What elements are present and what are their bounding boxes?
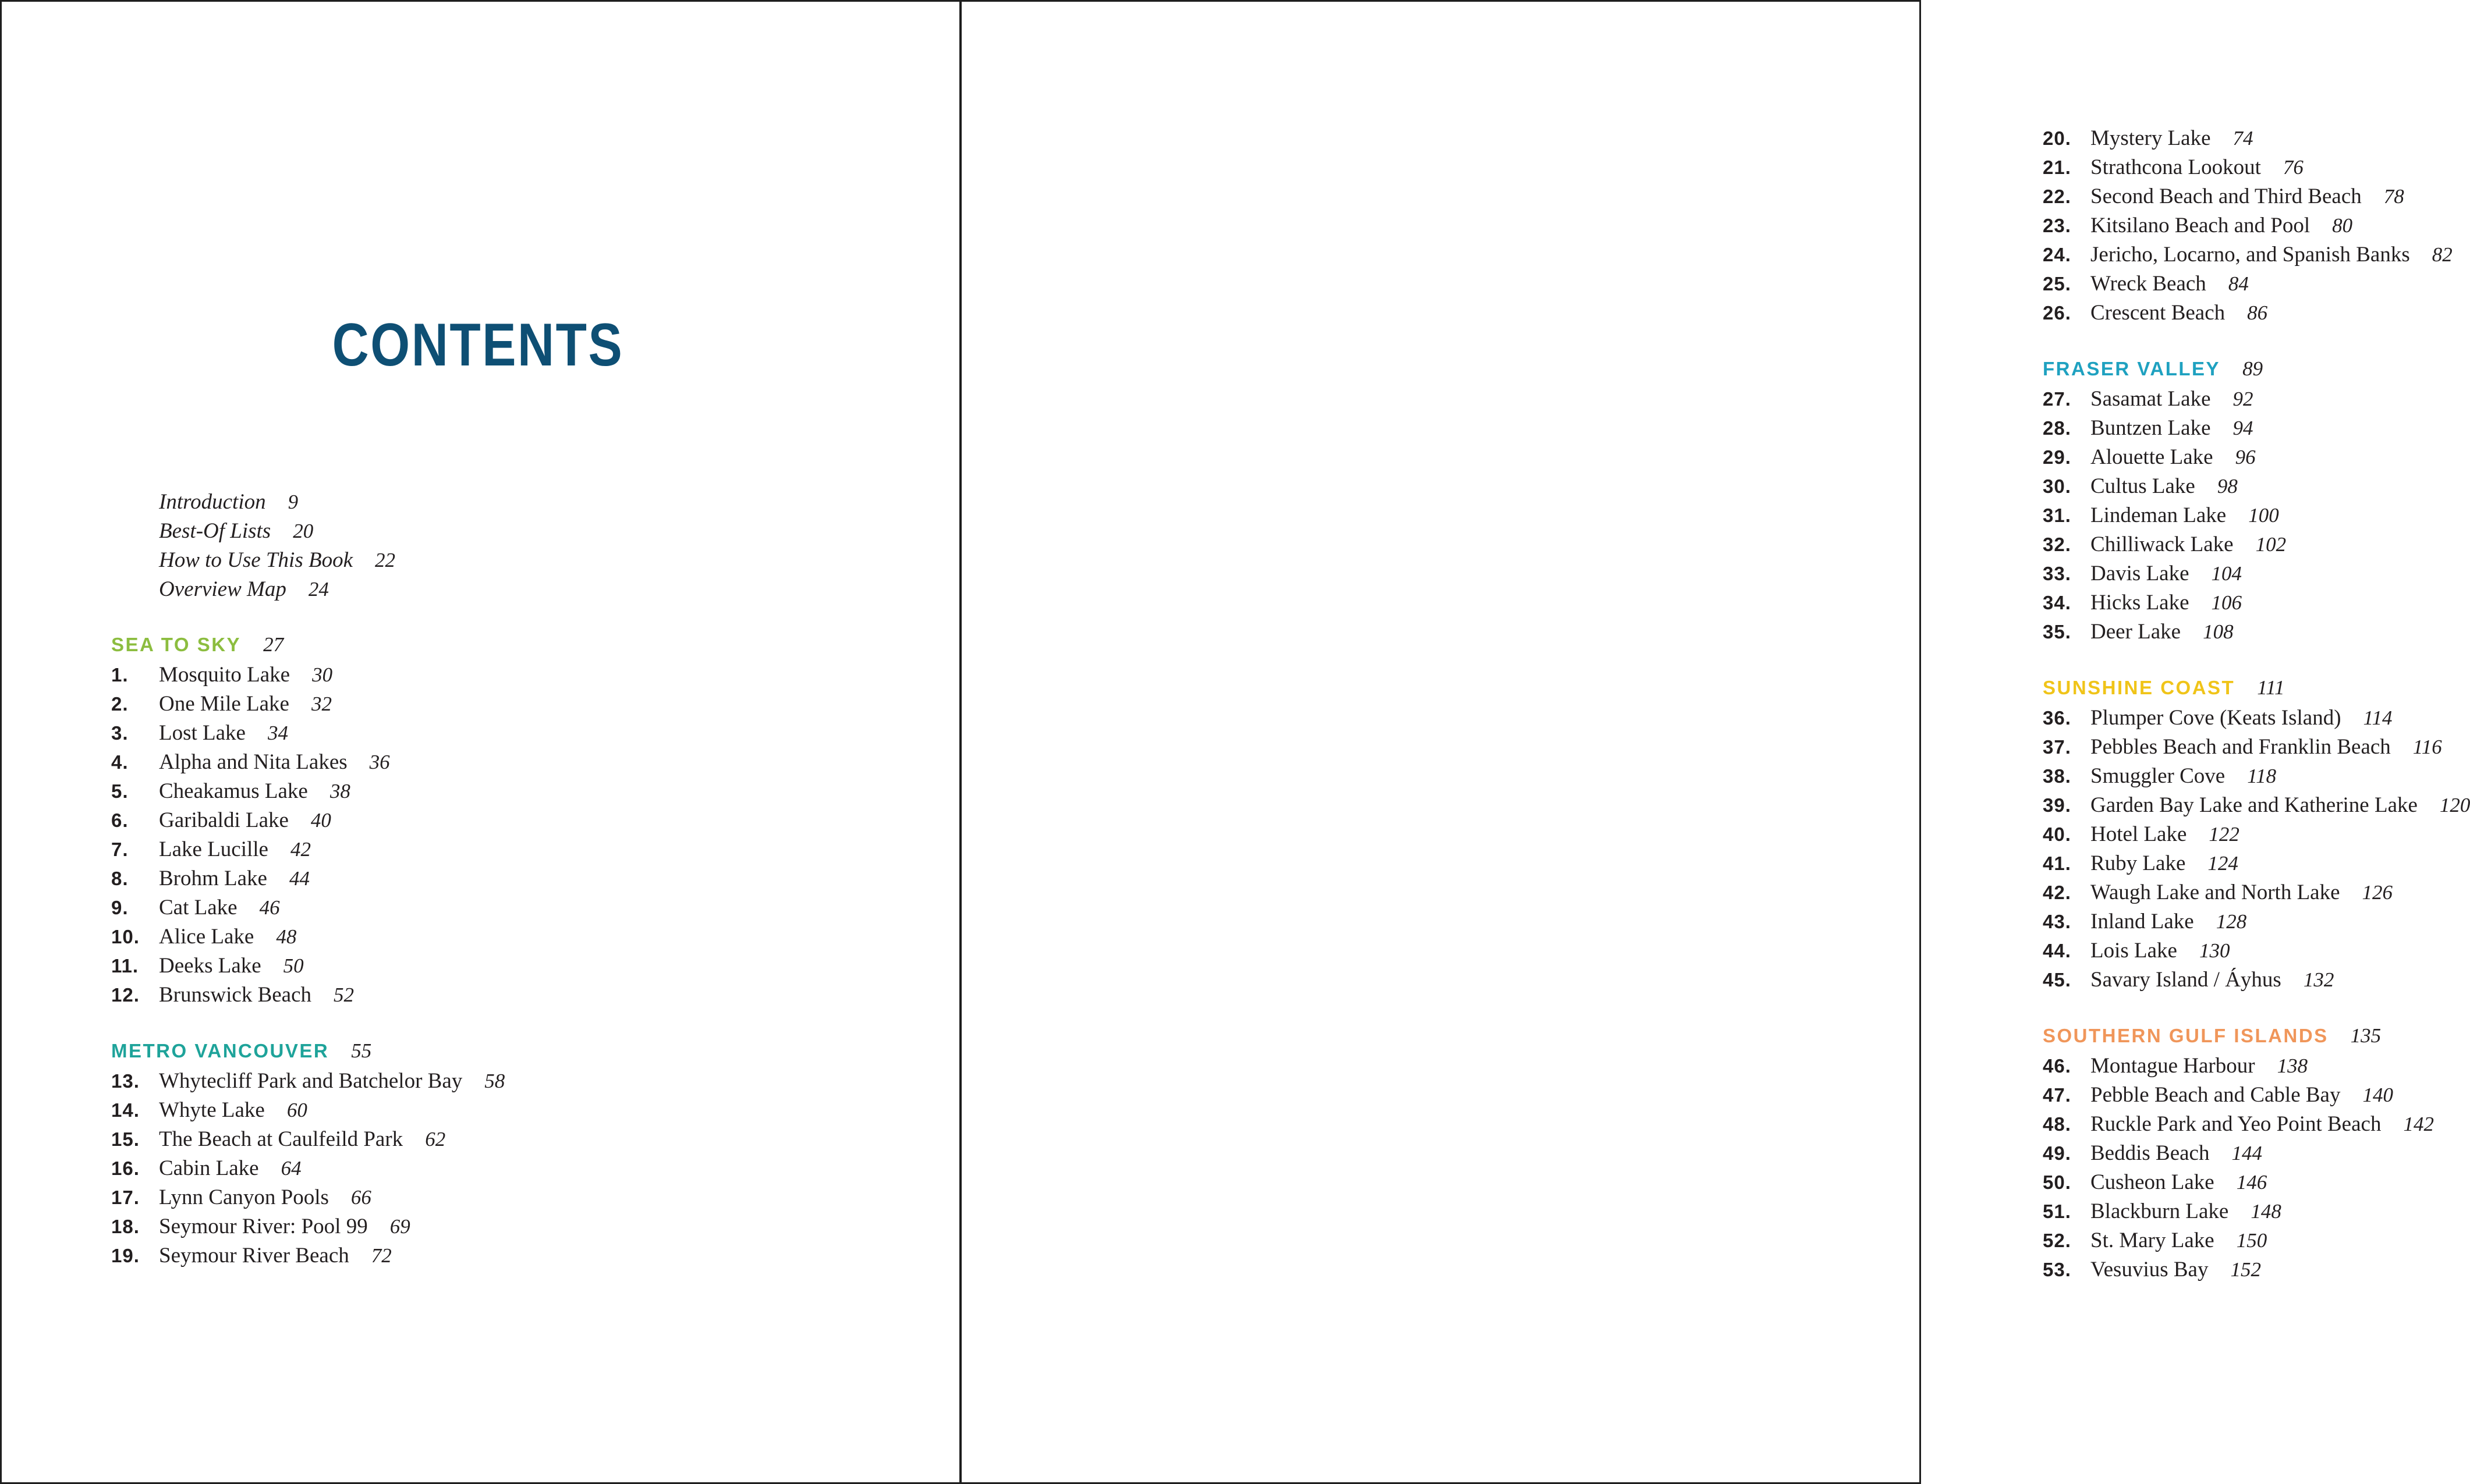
toc-entry bbox=[2043, 764, 2470, 793]
entry-title: Montague Harbour bbox=[2090, 1054, 2255, 1078]
entry-page-number: 36 bbox=[369, 751, 390, 773]
entry-page-number: 150 bbox=[2236, 1229, 2267, 1252]
toc-entry bbox=[2043, 386, 2470, 416]
entry-page-number: 94 bbox=[2232, 417, 2253, 439]
entry-page-number: 108 bbox=[2203, 620, 2234, 643]
section-page-number: 135 bbox=[2350, 1024, 2382, 1047]
toc-entry bbox=[111, 750, 505, 779]
entry-page-number: 80 bbox=[2332, 214, 2353, 237]
entry-page-number: 30 bbox=[312, 663, 333, 686]
entry-page-number: 34 bbox=[267, 722, 288, 744]
entry-number: 9. bbox=[111, 897, 129, 918]
toc-entry bbox=[111, 1068, 505, 1098]
section-page-number: 111 bbox=[2257, 676, 2285, 699]
entry-title: Plumper Cove (Keats Island) bbox=[2090, 706, 2341, 730]
entry-number: 7. bbox=[111, 839, 129, 860]
entry-page-number: 118 bbox=[2247, 765, 2277, 787]
front-matter-page: 9 bbox=[288, 491, 299, 513]
entry-page-number: 48 bbox=[276, 925, 297, 948]
section-heading bbox=[111, 1039, 505, 1068]
section-title: FRASER VALLEY bbox=[2043, 358, 2221, 379]
right-page bbox=[960, 0, 2470, 1484]
entry-number: 33. bbox=[2043, 563, 2071, 584]
entry-title: Mystery Lake bbox=[2090, 126, 2211, 150]
entry-title: Davis Lake bbox=[2090, 562, 2189, 585]
entry-page-number: 104 bbox=[2211, 562, 2242, 585]
entry-page-number: 122 bbox=[2209, 823, 2239, 846]
contents-heading bbox=[300, 304, 655, 386]
toc-entry bbox=[2043, 1082, 2470, 1112]
entry-title: Lake Lucille bbox=[159, 837, 268, 861]
entry-number: 39. bbox=[2043, 794, 2071, 816]
entry-number: 17. bbox=[111, 1187, 140, 1208]
toc-entry bbox=[2043, 734, 2470, 764]
page-title: CONTENTS bbox=[332, 311, 624, 379]
section-title: SUNSHINE COAST bbox=[2043, 677, 2235, 698]
entry-page-number: 42 bbox=[290, 838, 311, 861]
front-matter-item bbox=[159, 489, 395, 519]
toc-entry bbox=[2043, 242, 2470, 271]
entry-title: Cusheon Lake bbox=[2090, 1170, 2214, 1194]
entry-number: 4. bbox=[111, 751, 129, 773]
entry-page-number: 138 bbox=[2277, 1055, 2308, 1077]
entry-number: 44. bbox=[2043, 940, 2071, 961]
toc-entry bbox=[111, 924, 505, 953]
toc-entry bbox=[2043, 532, 2470, 561]
entry-number: 6. bbox=[111, 810, 129, 831]
entry-number: 14. bbox=[111, 1099, 140, 1121]
entry-title: Beddis Beach bbox=[2090, 1141, 2210, 1165]
entry-number: 48. bbox=[2043, 1113, 2071, 1135]
toc-entry bbox=[2043, 619, 2470, 648]
section-page-number: 89 bbox=[2242, 357, 2263, 380]
entry-title: Blackburn Lake bbox=[2090, 1199, 2229, 1223]
entry-number: 11. bbox=[111, 955, 139, 977]
entry-page-number: 106 bbox=[2211, 591, 2242, 614]
toc-entry bbox=[111, 866, 505, 895]
toc-entry bbox=[2043, 503, 2470, 532]
section-page-number: 55 bbox=[351, 1039, 372, 1062]
entry-number: 29. bbox=[2043, 446, 2071, 468]
entry-title: St. Mary Lake bbox=[2090, 1229, 2214, 1252]
front-matter-title: How to Use This Book bbox=[159, 548, 353, 572]
entry-page-number: 40 bbox=[310, 809, 331, 832]
entry-title: Cat Lake bbox=[159, 896, 238, 919]
entry-title: Deeks Lake bbox=[159, 954, 261, 978]
toc-entry bbox=[2043, 271, 2470, 300]
toc-entry bbox=[111, 1156, 505, 1185]
toc-entry bbox=[2043, 1141, 2470, 1170]
entry-title: Mosquito Lake bbox=[159, 663, 290, 687]
entry-number: 8. bbox=[111, 868, 129, 889]
entry-title: Smuggler Cove bbox=[2090, 764, 2226, 788]
entry-number: 12. bbox=[111, 984, 140, 1006]
entry-page-number: 142 bbox=[2403, 1113, 2434, 1135]
entry-number: 28. bbox=[2043, 417, 2071, 439]
entry-title: Garibaldi Lake bbox=[159, 808, 289, 832]
entry-page-number: 128 bbox=[2216, 910, 2247, 933]
front-matter-title: Introduction bbox=[159, 490, 266, 514]
section-heading bbox=[111, 633, 505, 662]
entry-number: 45. bbox=[2043, 969, 2071, 990]
entry-number: 25. bbox=[2043, 273, 2071, 294]
entry-number: 53. bbox=[2043, 1259, 2071, 1280]
entry-page-number: 46 bbox=[259, 896, 280, 919]
toc-entry bbox=[2043, 1053, 2470, 1082]
toc-entry bbox=[111, 808, 505, 837]
entry-title: The Beach at Caulfeild Park bbox=[159, 1127, 403, 1151]
toc-entry bbox=[111, 779, 505, 808]
section-heading bbox=[2043, 357, 2470, 386]
entry-title: Alouette Lake bbox=[2090, 445, 2213, 469]
front-matter-item bbox=[159, 577, 395, 606]
toc-entry bbox=[111, 1098, 505, 1127]
entry-page-number: 140 bbox=[2362, 1084, 2393, 1106]
entry-title: Crescent Beach bbox=[2090, 301, 2226, 325]
entry-page-number: 60 bbox=[286, 1099, 307, 1121]
entry-number: 10. bbox=[111, 926, 140, 947]
entry-page-number: 100 bbox=[2248, 504, 2279, 527]
entry-number: 34. bbox=[2043, 592, 2071, 613]
entry-title: Buntzen Lake bbox=[2090, 416, 2211, 440]
toc-entry bbox=[111, 953, 505, 982]
entry-title: Sasamat Lake bbox=[2090, 387, 2211, 411]
entry-title: One Mile Lake bbox=[159, 692, 289, 716]
entry-page-number: 74 bbox=[2232, 127, 2253, 150]
entry-page-number: 92 bbox=[2232, 388, 2253, 410]
entry-page-number: 86 bbox=[2247, 301, 2268, 324]
toc-entry bbox=[2043, 909, 2470, 938]
entry-page-number: 144 bbox=[2231, 1142, 2262, 1165]
entry-number: 49. bbox=[2043, 1142, 2071, 1164]
entry-page-number: 84 bbox=[2228, 272, 2249, 295]
entry-number: 27. bbox=[2043, 388, 2071, 410]
entry-number: 30. bbox=[2043, 475, 2071, 497]
section-heading bbox=[2043, 1024, 2470, 1053]
toc-entry bbox=[2043, 1199, 2470, 1228]
entry-page-number: 82 bbox=[2432, 243, 2453, 266]
entry-title: Lois Lake bbox=[2090, 939, 2177, 963]
front-matter-title: Overview Map bbox=[159, 577, 286, 601]
entry-title: Brunswick Beach bbox=[159, 983, 312, 1007]
entry-title: Pebbles Beach and Franklin Beach bbox=[2090, 735, 2391, 759]
toc-entry bbox=[2043, 213, 2470, 242]
toc-entry bbox=[111, 691, 505, 720]
toc-entry bbox=[2043, 126, 2470, 155]
toc-entry bbox=[2043, 416, 2470, 445]
left-page bbox=[0, 0, 961, 1484]
front-matter-page: 22 bbox=[375, 549, 395, 571]
section-spacer bbox=[2043, 996, 2470, 1024]
entry-number: 38. bbox=[2043, 765, 2071, 787]
toc-entry bbox=[111, 1127, 505, 1156]
toc-entry bbox=[111, 1185, 505, 1214]
section-spacer bbox=[111, 1011, 505, 1039]
toc-entry bbox=[2043, 851, 2470, 880]
entry-number: 35. bbox=[2043, 621, 2071, 642]
entry-title: Ruby Lake bbox=[2090, 851, 2186, 875]
section-title: SEA TO SKY bbox=[111, 634, 242, 655]
entry-number: 18. bbox=[111, 1216, 140, 1237]
entry-page-number: 148 bbox=[2251, 1200, 2281, 1223]
entry-page-number: 58 bbox=[484, 1070, 505, 1092]
entry-page-number: 69 bbox=[389, 1215, 410, 1238]
entry-title: Cheakamus Lake bbox=[159, 779, 308, 803]
entry-number: 5. bbox=[111, 780, 129, 802]
entry-page-number: 66 bbox=[350, 1186, 371, 1209]
entry-title: Alice Lake bbox=[159, 925, 254, 949]
entry-page-number: 64 bbox=[281, 1157, 302, 1180]
entry-number: 46. bbox=[2043, 1055, 2071, 1077]
entry-page-number: 120 bbox=[2439, 794, 2470, 816]
entry-page-number: 132 bbox=[2303, 968, 2334, 991]
entry-number: 41. bbox=[2043, 853, 2071, 874]
toc-entry bbox=[111, 982, 505, 1011]
toc-entry bbox=[111, 895, 505, 924]
entry-page-number: 32 bbox=[311, 693, 332, 715]
entry-title: Seymour River: Pool 99 bbox=[159, 1215, 368, 1238]
entry-number: 15. bbox=[111, 1128, 140, 1150]
entry-title: Chilliwack Lake bbox=[2090, 532, 2234, 556]
front-matter-page: 24 bbox=[308, 578, 329, 601]
entry-title: Hicks Lake bbox=[2090, 591, 2189, 615]
entry-number: 36. bbox=[2043, 707, 2071, 729]
entry-number: 19. bbox=[111, 1245, 140, 1266]
entry-page-number: 96 bbox=[2235, 446, 2256, 468]
entry-page-number: 130 bbox=[2199, 939, 2230, 962]
entry-title: Whytecliff Park and Batchelor Bay bbox=[159, 1069, 463, 1093]
entry-page-number: 78 bbox=[2383, 185, 2404, 208]
entry-title: Vesuvius Bay bbox=[2090, 1258, 2209, 1281]
entry-title: Lynn Canyon Pools bbox=[159, 1185, 329, 1209]
toc-entry bbox=[2043, 590, 2470, 619]
entry-title: Ruckle Park and Yeo Point Beach bbox=[2090, 1112, 2382, 1136]
toc-entry bbox=[2043, 184, 2470, 213]
front-matter-page: 20 bbox=[293, 520, 314, 542]
entry-number: 13. bbox=[111, 1070, 140, 1092]
entry-number: 32. bbox=[2043, 534, 2071, 555]
entry-title: Lost Lake bbox=[159, 721, 246, 745]
toc-entry bbox=[111, 720, 505, 750]
toc-entry bbox=[2043, 1257, 2470, 1286]
entry-number: 37. bbox=[2043, 736, 2071, 758]
entry-page-number: 152 bbox=[2230, 1258, 2261, 1281]
toc-entry bbox=[111, 662, 505, 691]
front-matter-item bbox=[159, 519, 395, 548]
entry-title: Waugh Lake and North Lake bbox=[2090, 881, 2340, 904]
entry-number: 1. bbox=[111, 664, 129, 686]
toc-entry bbox=[2043, 938, 2470, 967]
front-matter-list bbox=[159, 489, 395, 606]
section-spacer bbox=[2043, 648, 2470, 676]
entry-page-number: 62 bbox=[425, 1128, 446, 1151]
entry-page-number: 38 bbox=[329, 780, 350, 803]
entry-title: Inland Lake bbox=[2090, 910, 2194, 933]
toc-entry bbox=[2043, 300, 2470, 329]
toc-entry bbox=[2043, 705, 2470, 734]
entry-page-number: 114 bbox=[2363, 707, 2393, 729]
entry-title: Whyte Lake bbox=[159, 1098, 265, 1122]
entry-page-number: 102 bbox=[2255, 533, 2287, 556]
entry-title: Jericho, Locarno, and Spanish Banks bbox=[2090, 243, 2410, 267]
entry-title: Second Beach and Third Beach bbox=[2090, 184, 2362, 208]
entry-number: 52. bbox=[2043, 1230, 2071, 1251]
toc-entry bbox=[2043, 1228, 2470, 1257]
entry-number: 16. bbox=[111, 1158, 140, 1179]
entry-number: 43. bbox=[2043, 911, 2071, 932]
entry-number: 20. bbox=[2043, 127, 2071, 149]
entry-title: Savary Island / Áyhus bbox=[2090, 968, 2281, 992]
entry-page-number: 72 bbox=[371, 1244, 392, 1267]
entry-title: Brohm Lake bbox=[159, 867, 267, 890]
entry-page-number: 98 bbox=[2217, 475, 2238, 498]
toc-column-left bbox=[111, 633, 505, 1272]
toc-entry bbox=[2043, 155, 2470, 184]
entry-title: Alpha and Nita Lakes bbox=[159, 750, 348, 774]
entry-number: 42. bbox=[2043, 882, 2071, 903]
entry-title: Strathcona Lookout bbox=[2090, 155, 2261, 179]
entry-title: Cultus Lake bbox=[2090, 474, 2195, 498]
entry-title: Kitsilano Beach and Pool bbox=[2090, 214, 2310, 237]
entry-title: Hotel Lake bbox=[2090, 822, 2187, 846]
entry-number: 50. bbox=[2043, 1171, 2071, 1193]
toc-entry bbox=[2043, 880, 2470, 909]
section-title: METRO VANCOUVER bbox=[111, 1040, 329, 1061]
entry-number: 24. bbox=[2043, 244, 2071, 265]
toc-column-right bbox=[2043, 126, 2470, 1286]
entry-page-number: 116 bbox=[2412, 736, 2442, 758]
section-page-number: 27 bbox=[263, 633, 284, 656]
entry-title: Garden Bay Lake and Katherine Lake bbox=[2090, 793, 2418, 817]
entry-page-number: 124 bbox=[2207, 852, 2238, 875]
entry-page-number: 76 bbox=[2283, 156, 2304, 179]
entry-number: 3. bbox=[111, 722, 129, 744]
entry-number: 47. bbox=[2043, 1084, 2071, 1106]
section-spacer bbox=[2043, 329, 2470, 357]
entry-title: Lindeman Lake bbox=[2090, 503, 2227, 527]
entry-page-number: 126 bbox=[2362, 881, 2393, 904]
entry-title: Pebble Beach and Cable Bay bbox=[2090, 1083, 2341, 1107]
entry-title: Seymour River Beach bbox=[159, 1244, 349, 1268]
entry-number: 23. bbox=[2043, 215, 2071, 236]
front-matter-item bbox=[159, 548, 395, 577]
toc-entry bbox=[2043, 822, 2470, 851]
entry-number: 31. bbox=[2043, 505, 2071, 526]
entry-title: Wreck Beach bbox=[2090, 272, 2206, 296]
entry-number: 22. bbox=[2043, 186, 2071, 207]
entry-page-number: 44 bbox=[289, 867, 310, 890]
toc-entry bbox=[2043, 1112, 2470, 1141]
entry-page-number: 50 bbox=[283, 954, 304, 977]
toc-entry bbox=[2043, 474, 2470, 503]
front-matter-title: Best-Of Lists bbox=[159, 519, 271, 543]
toc-entry bbox=[2043, 445, 2470, 474]
toc-entry bbox=[111, 1243, 505, 1272]
section-heading bbox=[2043, 676, 2470, 705]
entry-number: 40. bbox=[2043, 823, 2071, 845]
entry-title: Deer Lake bbox=[2090, 620, 2181, 644]
toc-entry bbox=[111, 1214, 505, 1243]
entry-page-number: 52 bbox=[334, 984, 355, 1006]
entry-number: 21. bbox=[2043, 157, 2071, 178]
toc-entry bbox=[2043, 1170, 2470, 1199]
toc-entry bbox=[2043, 561, 2470, 590]
entry-number: 26. bbox=[2043, 302, 2071, 324]
toc-entry bbox=[2043, 967, 2470, 996]
toc-entry bbox=[2043, 793, 2470, 822]
toc-entry bbox=[111, 837, 505, 866]
entry-number: 51. bbox=[2043, 1201, 2071, 1222]
entry-title: Cabin Lake bbox=[159, 1156, 259, 1180]
section-title: SOUTHERN GULF ISLANDS bbox=[2043, 1025, 2329, 1046]
entry-page-number: 146 bbox=[2236, 1171, 2267, 1194]
entry-number: 2. bbox=[111, 693, 129, 715]
